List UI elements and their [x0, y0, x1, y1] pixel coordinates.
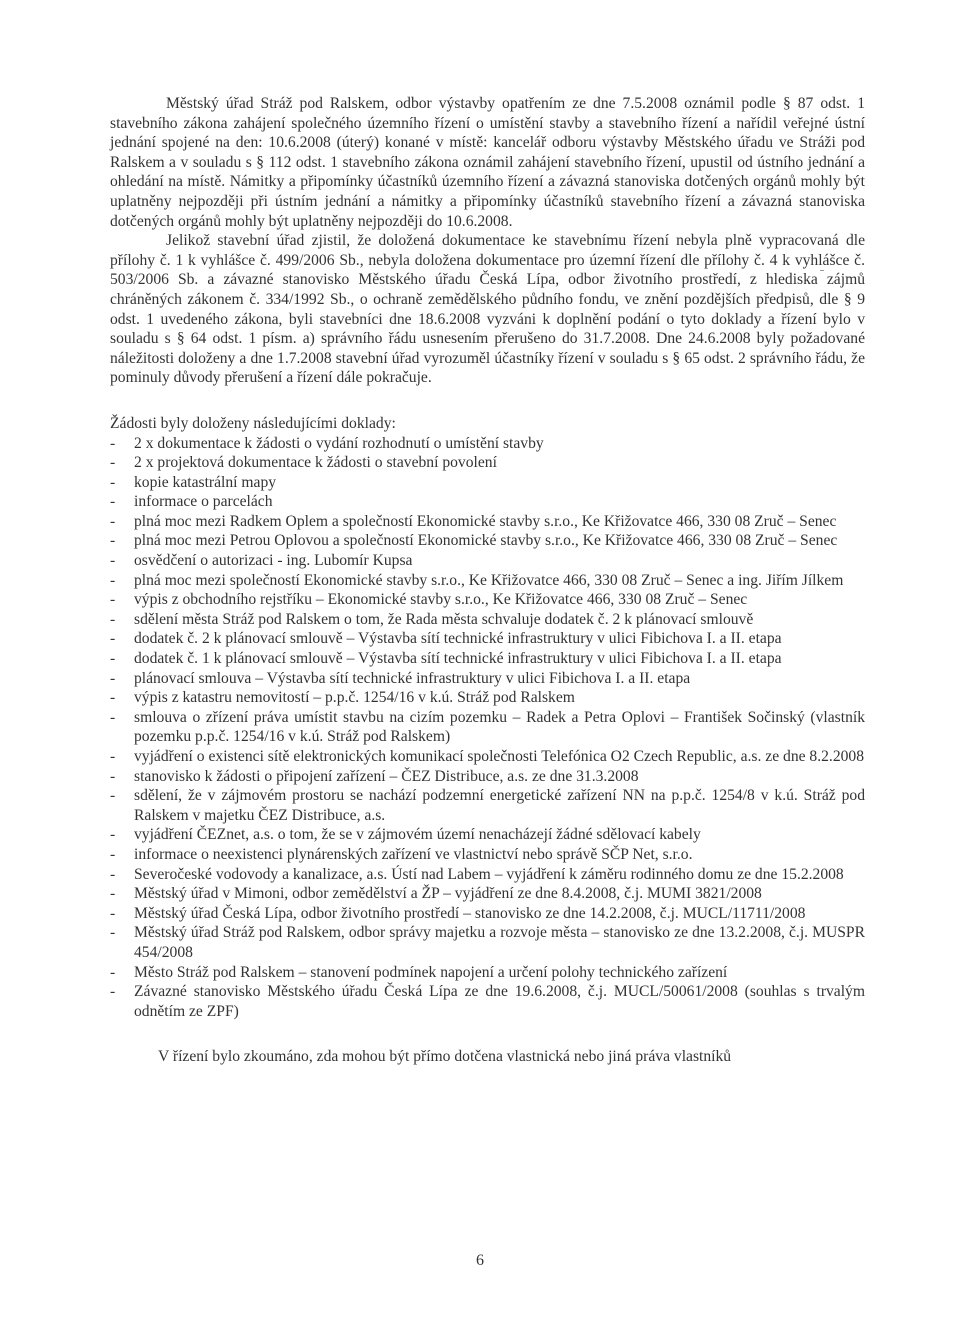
list-dash: -	[110, 630, 116, 648]
page-number: 6	[476, 1252, 484, 1269]
list-dash: -	[110, 454, 116, 472]
list-item-text: informace o parcelách	[134, 493, 273, 511]
spacer	[110, 1021, 865, 1047]
list-item-text: výpis z obchodního rejstříku – Ekonomické stavby s.r.o., Ke Křižovatce 466, 330 08 Zruč – Senec	[134, 591, 748, 609]
list-item-text: sdělení města Stráž pod Ralskem o tom, že Rada města schvaluje dodatek č. 2 k plánovací smlouvě	[134, 610, 754, 628]
list-dash: -	[110, 767, 116, 785]
list-dash: -	[110, 748, 116, 765]
list-dash: -	[110, 689, 116, 707]
spacer	[110, 388, 865, 414]
list-dash: -	[110, 512, 116, 530]
list-item-text: Severočeské vodovody a kanalizace, a.s. Ústí nad Labem – vyjádření k záměru rodinného domu ze dne 15.2.2008	[134, 865, 844, 883]
list-dash: -	[110, 669, 116, 687]
list-item	[110, 492, 865, 512]
list-item-text: 2 x projektová dokumentace k žádosti o stavební povolení	[134, 454, 497, 472]
list-item	[110, 982, 865, 1021]
document-list	[110, 434, 865, 1022]
list-item-text: osvědčení o autorizaci - ing. Lubomír Kupsa	[134, 552, 413, 570]
list-item	[110, 845, 865, 865]
list-dash: -	[110, 865, 116, 883]
list-item-text: výpis z katastru nemovitostí – p.p.č. 1254/16 v k.ú. Stráž pod Ralskem	[134, 689, 575, 707]
list-item	[110, 531, 865, 551]
list-item-text: Městský úřad Česká Lípa, odbor životního prostředí – stanovisko ze dne 14.2.2008, č.j. MUCL/11711/2008	[134, 904, 806, 922]
list-item-text: informace o neexistenci plynárenských zařízení ve vlastnictví nebo správě SČP Net, s.r.o.	[134, 845, 693, 863]
list-dash: -	[110, 493, 116, 511]
paragraph-interruption: Jelikož stavební úřad zjistil, že doložená dokumentace ke stavebnímu řízení nebyla plně vypracovaná dle přílohy č. 1 k vyhlášce č. 499/2006 Sb., nebyla doložena dokumentace pro územní řízení dle přílohy č. 4 k vyhlášce č. 503/2006 Sb. a závazné stanovisko Městského úřadu Česká Lípa, odbor životního prostředí, z hlediska zájmů chráněných zákonem č. 334/1992 Sb., o ochraně zemědělského půdního fondu, ve znění pozdějších předpisů, dle § 9 odst. 1 uvedeného zákona, byli stavebníci dne 18.6.2008 vyzváni k doplnění podání o tyto doklady a řízení bylo v souladu s § 64 odst. 1 písm. a) správního řádu usnesením přerušeno do 31.7.2008. Dne 24.6.2008 byly požadované náležitosti doloženy a dne 1.7.2008 stavební úřad vyrozuměl účastníky řízení v souladu s § 65 odst. 2 správního řádu, že pominuly důvody přerušení a řízení dále pokračuje.	[110, 232, 865, 387]
list-dash: -	[110, 983, 116, 1001]
list-item-text: vyjádření o existenci sítě elektronických komunikací společnosti Telefónica O2 Czech Republic, a.s. ze dne 8.2.2008	[134, 748, 865, 765]
list-item	[110, 825, 865, 845]
list-dash: -	[110, 532, 116, 550]
list-dash: -	[110, 650, 116, 668]
list-item-text: Závazné stanovisko Městského úřadu Česká Lípa ze dne 19.6.2008, č.j. MUCL/50061/2008 (souhlas s trvalým odnětím ze ZPF)	[134, 983, 865, 1020]
list-item	[110, 865, 865, 885]
list-item-text: vyjádření ČEZnet, a.s. o tom, že se v zájmovém území nenacházejí žádné sdělovací kabely	[134, 826, 701, 844]
list-item	[110, 688, 865, 708]
list-item	[110, 649, 865, 669]
list-item	[110, 767, 865, 787]
list-item-text: stanovisko k žádosti o připojení zařízení – ČEZ Distribuce, a.s. ze dne 31.3.2008	[134, 767, 639, 785]
list-item-text: Městský úřad Stráž pod Ralskem, odbor správy majetku a rozvoje města – stanovisko ze dne 13.2.2008, č.j. MUSPR 454/2008	[134, 924, 865, 961]
list-item	[110, 923, 865, 962]
list-item	[110, 904, 865, 924]
list-item	[110, 963, 865, 983]
list-dash: -	[110, 591, 116, 609]
list-item	[110, 610, 865, 630]
list-item	[110, 629, 865, 649]
paragraph-notice: Městský úřad Stráž pod Ralskem, odbor výstavby opatřením ze dne 7.5.2008 oznámil podle § 87 odst. 1 stavebního zákona zahájení společného územního řízení o umístění stavby a stavebního řízení a nařídil veřejné ústní jednání spojené na den: 10.6.2008 (úterý) konané v místě: kancelář odboru výstavby Městského úřadu ve Stráži pod Ralskem a v souladu s § 112 odst. 1 stavebního zákona oznámil zahájení stavebního řízení, upustil od ústního jednání a ohledání na místě. Námitky a připomínky účastníků územního řízení a závazná stanoviska dotčených orgánů mohly být uplatněny nejpozději při ústním jednání a námitky a připomínky účastníků stavebního řízení a závazná stanoviska dotčených orgánů mohly být uplatněny nejpozději do 10.6.2008.	[110, 95, 865, 230]
list-item-text: sdělení, že v zájmovém prostoru se nachází podzemní energetické zařízení NN na p.p.č. 1254/8 v k.ú. Stráž pod Ralskem v majetku ČEZ Distribuce, a.s.	[134, 787, 865, 824]
list-dash: -	[110, 473, 116, 491]
list-dash: -	[110, 610, 116, 628]
list-heading: Žádosti byly doloženy následujícími doklady:	[110, 414, 396, 432]
list-item-text: dodatek č. 2 k plánovací smlouvě – Výstavba sítí technické infrastruktury v ulici Fibichova I. a II. etapa	[134, 630, 782, 648]
list-item	[110, 708, 865, 747]
list-item	[110, 473, 865, 493]
list-item	[110, 884, 865, 904]
list-item-text: Městský úřad v Mimoni, odbor zemědělství a ŽP – vyjádření ze dne 8.4.2008, č.j. MUMI 3821/2008	[134, 885, 762, 903]
paragraph-closing: V řízení bylo zkoumáno, zda mohou být přímo dotčena vlastnická nebo jiná práva vlastníků	[158, 1048, 732, 1066]
list-item-text: plná moc mezi Radkem Oplem a společností Ekonomické stavby s.r.o., Ke Křižovatce 466, 330 08 Zruč – Senec	[134, 512, 837, 530]
list-item	[110, 434, 865, 454]
list-dash: -	[110, 845, 116, 863]
list-item	[110, 571, 865, 591]
list-dash: -	[110, 885, 116, 903]
list-dash: -	[110, 787, 116, 805]
list-dash: -	[110, 552, 116, 570]
list-item-text: Město Stráž pod Ralskem – stanovení podmínek napojení a určení polohy technického zařízení	[134, 963, 728, 981]
list-item-text: 2 x dokumentace k žádosti o vydání rozhodnutí o umístění stavby	[134, 434, 544, 452]
list-item	[110, 786, 865, 825]
list-item-text: plná moc mezi společností Ekonomické stavby s.r.o., Ke Křižovatce 466, 330 08 Zruč – Senec a ing. Jiřím Jílkem	[134, 571, 844, 589]
list-item	[110, 512, 865, 532]
list-dash: -	[110, 826, 116, 844]
list-item	[110, 669, 865, 689]
list-item	[110, 551, 865, 571]
list-item-text: kopie katastrální mapy	[134, 473, 277, 491]
list-dash: -	[110, 571, 116, 589]
list-item-text: plánovací smlouva – Výstavba sítí technické infrastruktury v ulici Fibichova I. a II. etapa	[134, 669, 691, 687]
list-dash: -	[110, 708, 116, 726]
list-item	[110, 747, 865, 767]
scan-speck	[820, 270, 824, 271]
list-item-text: smlouva o zřízení práva umístit stavbu na cizím pozemku – Radek a Petra Oplovi – František Sočinský (vlastník pozemku p.p.č. 1254/16 v k.ú. Stráž pod Ralskem)	[134, 708, 865, 746]
list-dash: -	[110, 963, 116, 981]
list-dash: -	[110, 924, 116, 942]
list-dash: -	[110, 434, 116, 452]
list-item-text: dodatek č. 1 k plánovací smlouvě – Výstavba sítí technické infrastruktury v ulici Fibichova I. a II. etapa	[134, 650, 782, 668]
list-item	[110, 453, 865, 473]
list-dash: -	[110, 904, 116, 922]
list-item-text: plná moc mezi Petrou Oplovou a společností Ekonomické stavby s.r.o., Ke Křižovatce 466, 330 08 Zruč – Senec	[134, 532, 838, 550]
list-item	[110, 590, 865, 610]
